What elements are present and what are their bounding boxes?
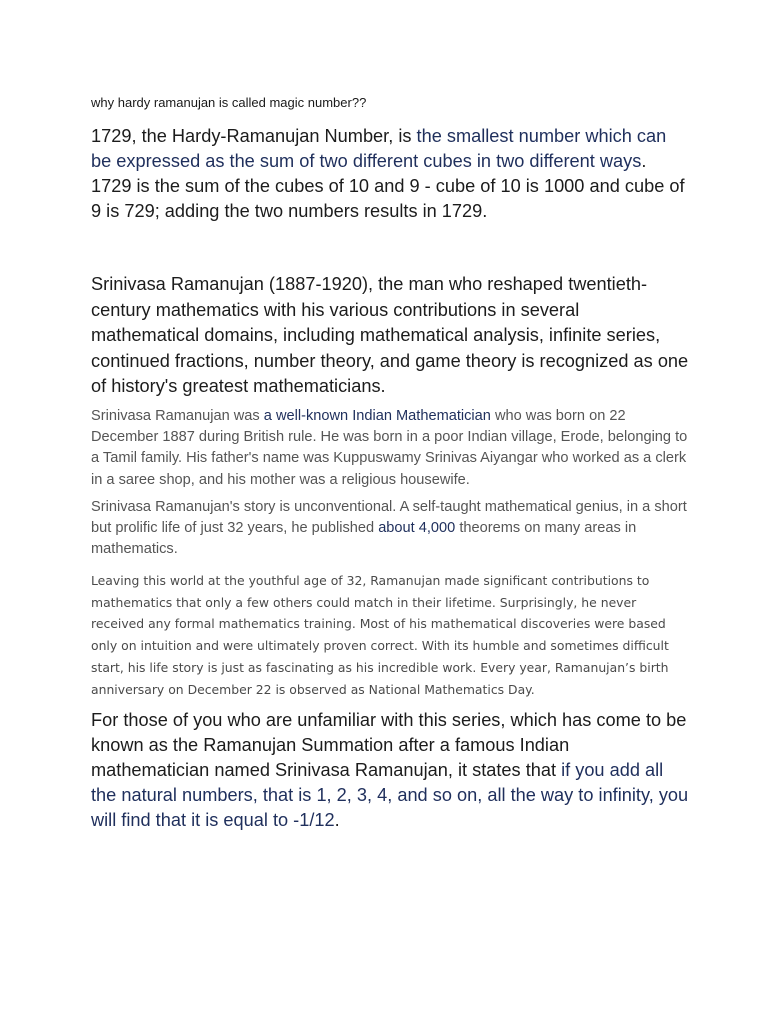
highlighted-text: about 4,000 xyxy=(378,520,456,537)
paragraph-birth xyxy=(91,406,691,491)
mathematician-link[interactable]: a well-known Indian Mathematician xyxy=(263,408,491,424)
highlighted-text: the smallest number which can be expressed as the sum of two different cubes in two different ways xyxy=(91,126,667,171)
paragraph-story xyxy=(91,497,691,561)
paragraph-ramanujan-bio: Srinivasa Ramanujan (1887-1920), the man who reshaped twentieth-century mathematics with his various contributions in several mathematical domains, including mathematical analysis, infinite series, continued fractions, number theory, and game theory is recognized as one of history's greatest mathematicians. xyxy=(91,274,689,396)
paragraph-ramanujan-summation xyxy=(91,708,691,833)
text-run: For those of you who are unfamiliar with this series, which has come to be known as the Ramanujan Summation after a famous Indian mathematician named Srinivasa Ramanujan, it states that xyxy=(91,710,687,780)
text-run: who was born on 22 December 1887 during British rule. He was born in a poor Indian village, Erode, belonging to a Tamil family. His father's name was Kuppuswamy Srinivas Aiyangar who worked as a clerk in a saree shop, and his mother was a religious housewife. xyxy=(91,408,688,488)
paragraph-hardy-ramanujan-number xyxy=(91,124,691,224)
text-run: 1729, the Hardy-Ramanujan Number, is xyxy=(91,126,417,146)
question-heading: why hardy ramanujan is called magic number?? xyxy=(91,95,367,110)
paragraph-legacy: Leaving this world at the youthful age of 32, Ramanujan made significant contributions to mathematics that only a few others could match in their lifetime. Surprisingly, he never received any formal mathematics training. Most of his mathematical discoveries were based only on intuition and were ultimately proven correct. With its humble and sometimes difficult start, his life story is just as fascinating as his incredible work. Every year, Ramanujan’s birth anniversary on December 22 is observed as National Mathematics Day. xyxy=(91,573,669,697)
text-run: Srinivasa Ramanujan was xyxy=(91,408,264,424)
highlighted-text: if you add all the natural numbers, that is 1, 2, 3, 4, and so on, all the way to infinity, you will find that it is equal to -1/12 xyxy=(91,760,689,830)
text-run: . xyxy=(334,810,340,830)
text-run: theorems on many areas in mathematics. xyxy=(91,520,637,558)
text-run: Srinivasa Ramanujan's story is unconventional. A self-taught mathematical genius, in a short but prolific life of just 32 years, he published xyxy=(91,499,687,537)
text-run: . 1729 is the sum of the cubes of 10 and 9 - cube of 10 is 1000 and cube of 9 is 729; adding the two numbers results in 1729. xyxy=(91,151,685,221)
